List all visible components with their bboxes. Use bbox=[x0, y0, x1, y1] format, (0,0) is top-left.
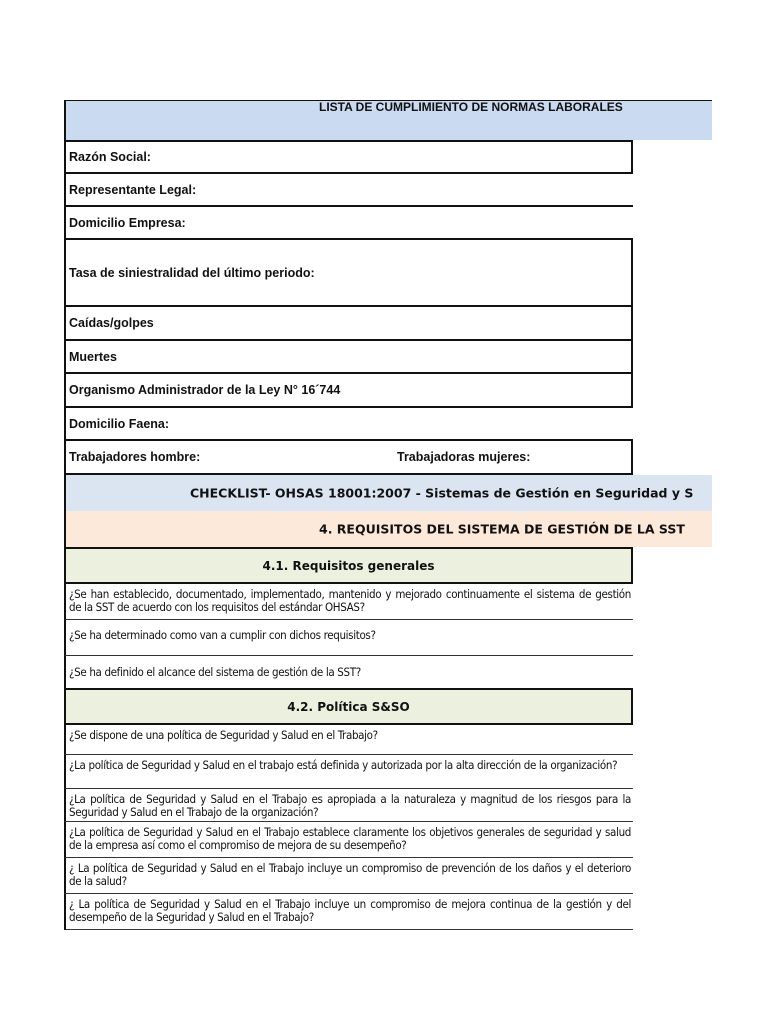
checklist-title-band bbox=[64, 475, 712, 511]
sheet-title-bar bbox=[64, 100, 712, 140]
checklist-title: CHECKLIST- OHSAS 18001:2007 - Sistemas de Gestión en Seguridad y S bbox=[190, 485, 694, 501]
trabajadores-hombre-label: Trabajadores hombre: bbox=[69, 450, 201, 464]
question-row[interactable] bbox=[64, 789, 633, 822]
organismo-label: Organismo Administrador de la Ley N° 16´744 bbox=[69, 383, 341, 397]
tasa-label: Tasa de siniestralidad del último periodo: bbox=[69, 265, 315, 280]
question-row[interactable] bbox=[64, 822, 633, 858]
field-organismo[interactable] bbox=[64, 374, 633, 408]
question-row[interactable] bbox=[64, 725, 633, 755]
representante-label: Representante Legal: bbox=[69, 182, 197, 197]
caidas-label: Caídas/golpes bbox=[69, 316, 154, 330]
field-tasa-siniestralidad[interactable] bbox=[64, 240, 633, 307]
requisitos-band bbox=[64, 511, 712, 547]
field-razon-social[interactable] bbox=[64, 140, 633, 174]
field-caidas-golpes[interactable] bbox=[64, 307, 633, 341]
question-text: ¿Se ha definido el alcance del sistema de gestión de la SST? bbox=[69, 666, 361, 679]
question-text: ¿La política de Seguridad y Salud en el trabajo está definida y autorizada por la alta dirección de la organización? bbox=[69, 758, 618, 772]
muertes-label: Muertes bbox=[69, 349, 117, 364]
requisitos-title: 4. REQUISITOS DEL SISTEMA DE GESTIÓN DE LA SST bbox=[319, 521, 685, 537]
section-title: 4.1. Requisitos generales bbox=[262, 558, 435, 573]
question-row[interactable] bbox=[64, 858, 633, 894]
question-text: ¿La política de Seguridad y Salud en el Trabajo establece claramente los objetivos generales de seguridad y salud de la empresa así como el compromiso de mejora de su desempeño? bbox=[69, 825, 631, 852]
field-domicilio-faena[interactable] bbox=[64, 408, 633, 441]
sheet-title: LISTA DE CUMPLIMIENTO DE NORMAS LABORALES bbox=[319, 100, 623, 114]
section-politica bbox=[64, 688, 633, 725]
question-text: ¿Se dispone de una política de Seguridad y Salud en el Trabajo? bbox=[69, 729, 378, 742]
question-text: ¿ La política de Seguridad y Salud en el Trabajo incluye un compromiso de mejora continua de la gestión y del desempeño de la Seguridad y Salud en el Trabajo? bbox=[69, 897, 631, 924]
field-domicilio-empresa[interactable] bbox=[64, 207, 633, 240]
domicilio-empresa-label: Domicilio Empresa: bbox=[69, 215, 186, 230]
question-text: ¿ La política de Seguridad y Salud en el Trabajo incluye un compromiso de prevención de los daños y el deterioro de la salud? bbox=[69, 861, 631, 888]
question-row[interactable] bbox=[64, 584, 633, 620]
question-row[interactable] bbox=[64, 656, 633, 688]
question-row[interactable] bbox=[64, 755, 633, 789]
razon-social-label: Razón Social: bbox=[69, 150, 151, 164]
field-muertes[interactable] bbox=[64, 341, 633, 374]
question-text: ¿La política de Seguridad y Salud en el Trabajo es apropiada a la naturaleza y magnitud de los riesgos para la Seguridad y Salud en el Trabajo de la organización? bbox=[69, 792, 631, 819]
question-row[interactable] bbox=[64, 620, 633, 656]
question-text: ¿Se ha determinado como van a cumplir con dichos requisitos? bbox=[69, 629, 376, 642]
section-requisitos-generales bbox=[64, 547, 633, 584]
compliance-sheet bbox=[64, 100, 768, 930]
question-row[interactable] bbox=[64, 894, 633, 930]
field-trabajadores[interactable] bbox=[64, 441, 633, 475]
trabajadoras-mujeres-label: Trabajadoras mujeres: bbox=[397, 450, 531, 464]
section-title: 4.2. Política S&SO bbox=[287, 699, 410, 714]
domicilio-faena-label: Domicilio Faena: bbox=[69, 416, 170, 431]
field-representante-legal[interactable] bbox=[64, 174, 633, 207]
question-text: ¿Se han establecido, documentado, implementado, mantenido y mejorado continuamente el sistema de gestión de la SST de acuerdo con los requisitos del estándar OHSAS? bbox=[69, 587, 631, 614]
